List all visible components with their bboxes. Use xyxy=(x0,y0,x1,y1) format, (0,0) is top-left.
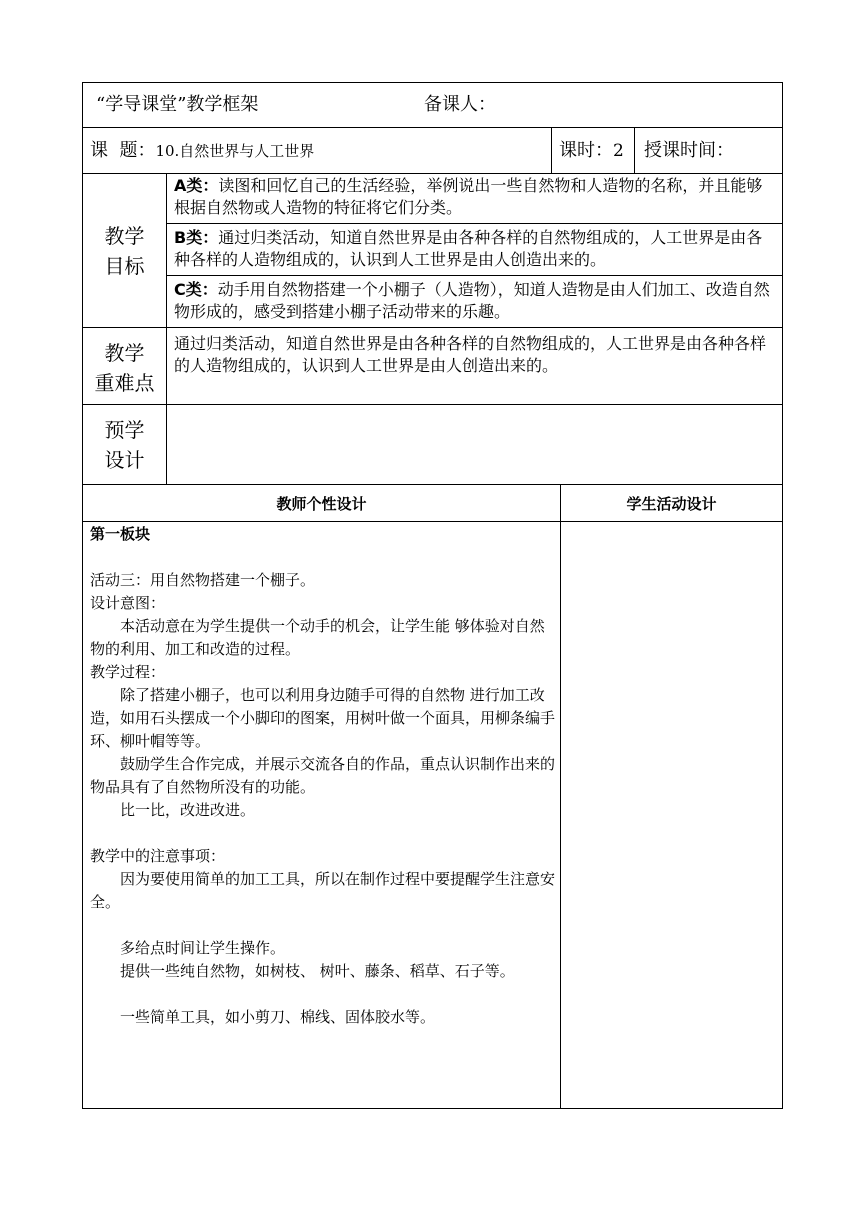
topic-row xyxy=(90,137,314,165)
hours-value: 2 xyxy=(613,141,624,161)
page-title: “学导课堂”教学框架 xyxy=(96,94,259,115)
table-border-top xyxy=(82,82,783,83)
objective-b-text: 通过归类活动，知道自然世界是由各种各样的自然物组成的，人工世界是由各种各样的人造物组成的，认识到人工世界是由人创造出来的。 xyxy=(174,228,763,269)
table-border-bottom xyxy=(82,1108,783,1109)
col-divider xyxy=(634,127,635,174)
preparer-label: 备课人： xyxy=(424,94,496,115)
preview-label-line1: 预学 xyxy=(104,418,145,442)
key-points-label xyxy=(83,338,166,398)
objectives-label-line1: 教学 xyxy=(104,224,145,248)
blank-line xyxy=(90,546,556,569)
student-design-content xyxy=(568,525,776,1103)
teacher-design-content xyxy=(90,523,556,1029)
row-divider xyxy=(82,173,783,174)
key-points-text: 通过归类活动，知道自然世界是由各种各样的自然物组成的，人工世界是由各种各样的人造物组成的，认识到人工世界是由人创造出来的。 xyxy=(174,334,767,375)
row-divider xyxy=(166,223,783,224)
intent-text: 本活动意在为学生提供一个动手的机会，让学生能 够体验对自然物的利用、加工和改造的过程。 xyxy=(90,617,545,658)
notes-paragraph-4: 一些简单工具，如小剪刀、棉线、固体胶水等。 xyxy=(120,1008,436,1026)
row-divider xyxy=(82,327,783,328)
student-design-header: 学生活动设计 xyxy=(626,495,717,513)
process-paragraph-2: 鼓励学生合作完成，并展示交流各自的作品，重点认识制作出来的物品具有了自然物所没有的功能。 xyxy=(90,755,556,796)
col-divider xyxy=(560,484,561,1109)
objective-a xyxy=(174,175,778,219)
notes-paragraph-3: 提供一些纯自然物，如树枝、 树叶、藤条、稻草、石子等。 xyxy=(120,962,515,980)
blank-line xyxy=(90,983,556,1006)
process-label: 教学过程： xyxy=(90,663,166,681)
notes-paragraph-1: 因为要使用简单的加工工具，所以在制作过程中要提醒学生注意安全。 xyxy=(90,870,556,911)
objective-c-tag: C类： xyxy=(174,280,218,299)
objectives-label-line2: 目标 xyxy=(104,254,145,278)
table-border-right xyxy=(782,82,783,1109)
process-paragraph-1: 除了搭建小棚子，也可以利用身边随手可得的自然物 进行加工改造，如用石头摆成一个小脚印的图案，用树叶做一个面具，用柳条编手环、柳叶帽等等。 xyxy=(90,686,556,750)
notes-paragraph-2: 多给点时间让学生操作。 xyxy=(120,939,286,957)
blank-line xyxy=(90,822,556,845)
preview-label xyxy=(83,415,166,475)
key-points-label-line1: 教学 xyxy=(104,341,145,365)
activity-title: 活动三：用自然物搭建一个棚子。 xyxy=(90,571,316,589)
row-divider xyxy=(82,521,783,522)
topic-value: 10.自然世界与人工世界 xyxy=(155,142,315,160)
row-divider xyxy=(82,404,783,405)
objective-b xyxy=(174,227,778,271)
notes-label: 教学中的注意事项： xyxy=(90,847,226,865)
teaching-time-label: 授课时间： xyxy=(644,140,734,161)
section-title: 第一板块 xyxy=(90,525,151,543)
row-divider xyxy=(82,484,783,485)
key-points-label-line2: 重难点 xyxy=(94,371,155,395)
row-divider xyxy=(82,127,783,128)
teacher-design-header: 教师个性设计 xyxy=(276,495,367,513)
objective-c-text: 动手用自然物搭建一个小棚子（人造物），知道人造物是由人们加工、改造自然物形成的，感受到搭建小棚子活动带来的乐趣。 xyxy=(174,280,770,321)
objective-c xyxy=(174,279,778,323)
objective-a-tag: A类： xyxy=(174,176,219,195)
hours-field xyxy=(559,137,624,165)
row-divider xyxy=(166,275,783,276)
preview-label-line2: 设计 xyxy=(104,448,145,472)
objective-b-tag: B类： xyxy=(174,228,219,247)
objectives-label xyxy=(83,221,166,281)
preview-content xyxy=(174,412,778,478)
objective-a-text: 读图和回忆自己的生活经验，举例说出一些自然物和人造物的名称，并且能够根据自然物或人造物的特征将它们分类。 xyxy=(174,176,763,217)
col-divider xyxy=(551,127,552,174)
blank-line xyxy=(90,914,556,937)
process-paragraph-3: 比一比，改进改进。 xyxy=(120,801,256,819)
hours-label: 课时： xyxy=(559,140,613,161)
col-divider xyxy=(166,173,167,485)
intent-label: 设计意图： xyxy=(90,594,166,612)
topic-label: 课 题： xyxy=(90,140,156,161)
